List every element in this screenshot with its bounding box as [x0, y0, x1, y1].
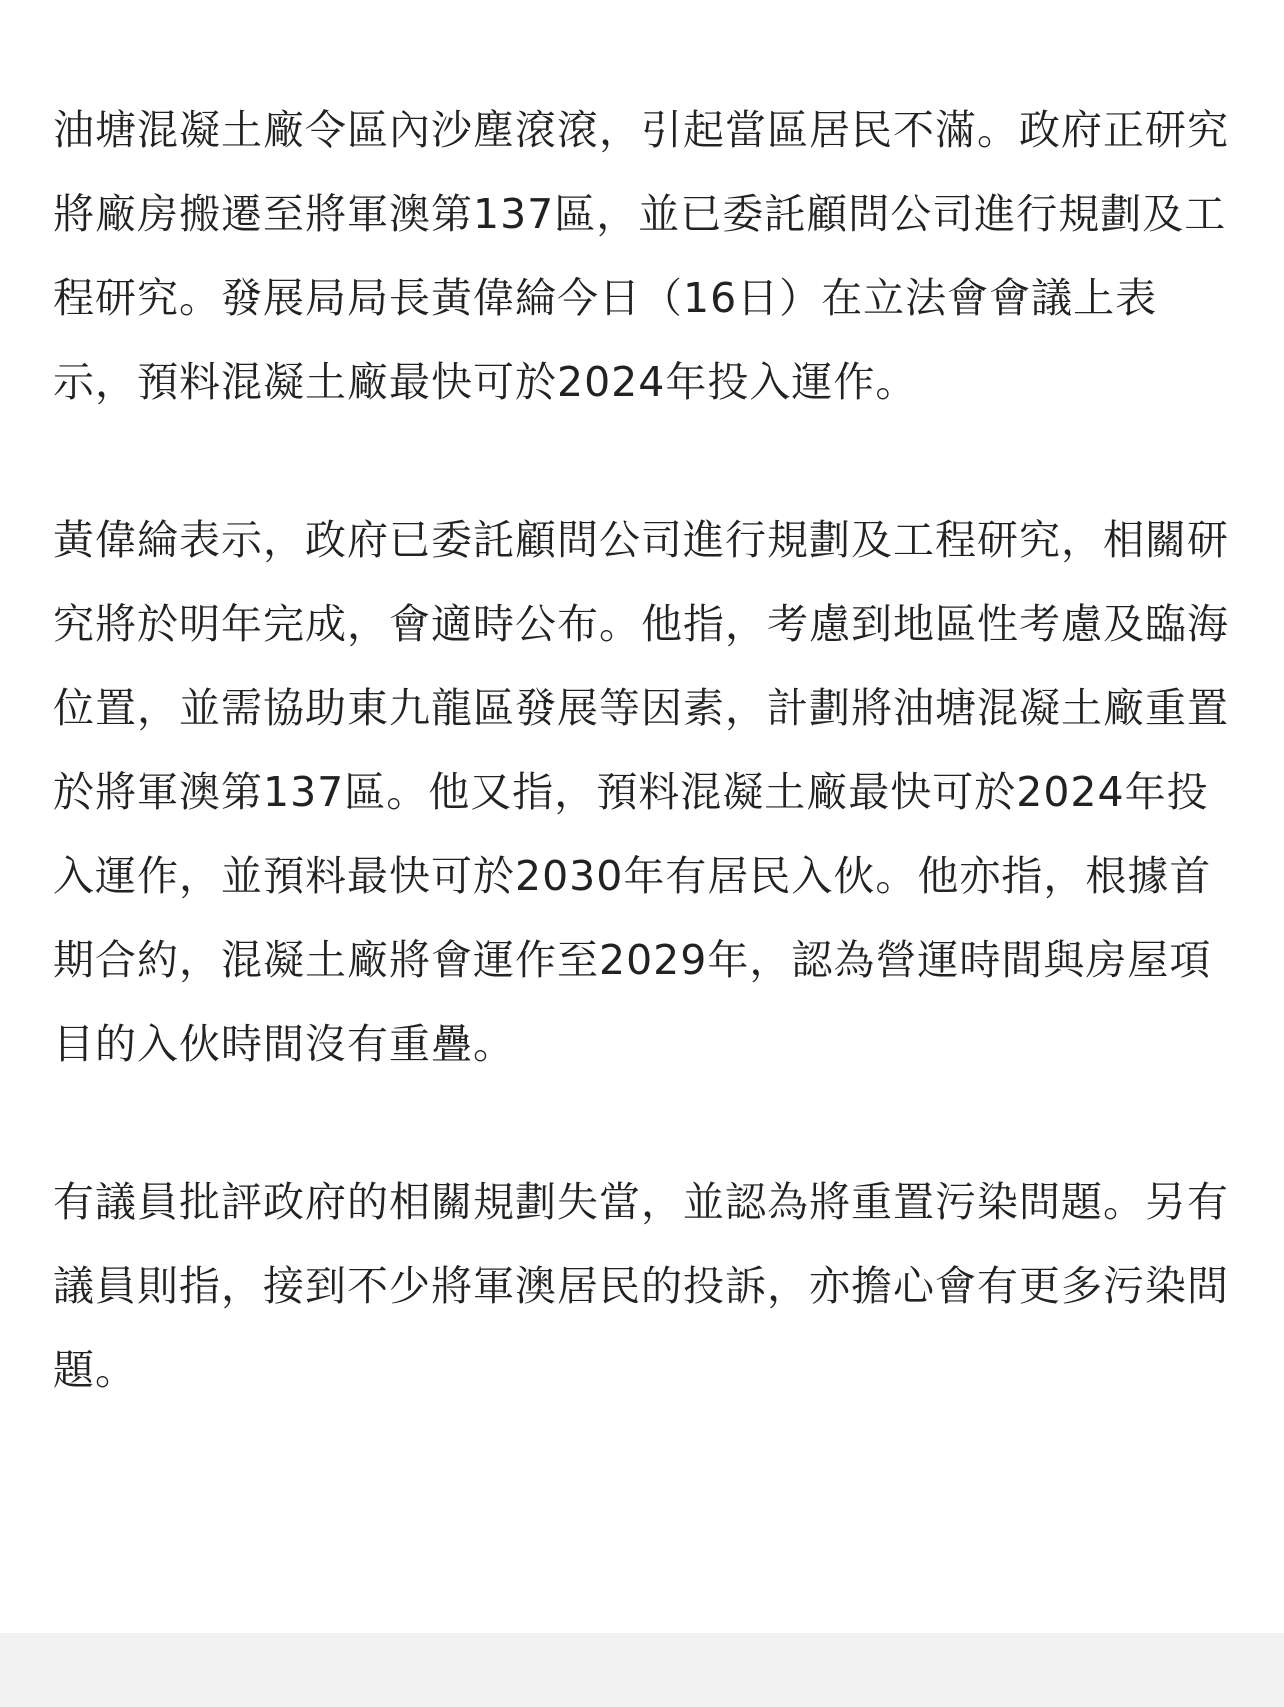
comments-section-band	[0, 1633, 1284, 1707]
article-paragraph: 有議員批評政府的相關規劃失當，並認為將重置污染問題。另有議員則指，接到不少將軍澳居民的投訴，亦擔心會有更多污染問題。	[53, 1178, 1229, 1394]
article-body	[53, 88, 1238, 1412]
article-paragraph: 油塘混凝土廠令區內沙塵滾滾，引起當區居民不滿。政府正研究將廠房搬遷至將軍澳第137區，並已委託顧問公司進行規劃及工程研究。發展局局長黃偉綸今日（16日）在立法會會議上表示，預料混凝土廠最快可於2024年投入運作。	[53, 106, 1229, 406]
article-paragraph: 黃偉綸表示，政府已委託顧問公司進行規劃及工程研究，相關研究將於明年完成，會適時公布。他指，考慮到地區性考慮及臨海位置，並需協助東九龍區發展等因素，計劃將油塘混凝土廠重置於將軍澳第137區。他又指，預料混凝土廠最快可於2024年投入運作，並預料最快可於2030年有居民入伙。他亦指，根據首期合約，混凝土廠將會運作至2029年，認為營運時間與房屋項目的入伙時間沒有重疊。	[53, 516, 1229, 1068]
